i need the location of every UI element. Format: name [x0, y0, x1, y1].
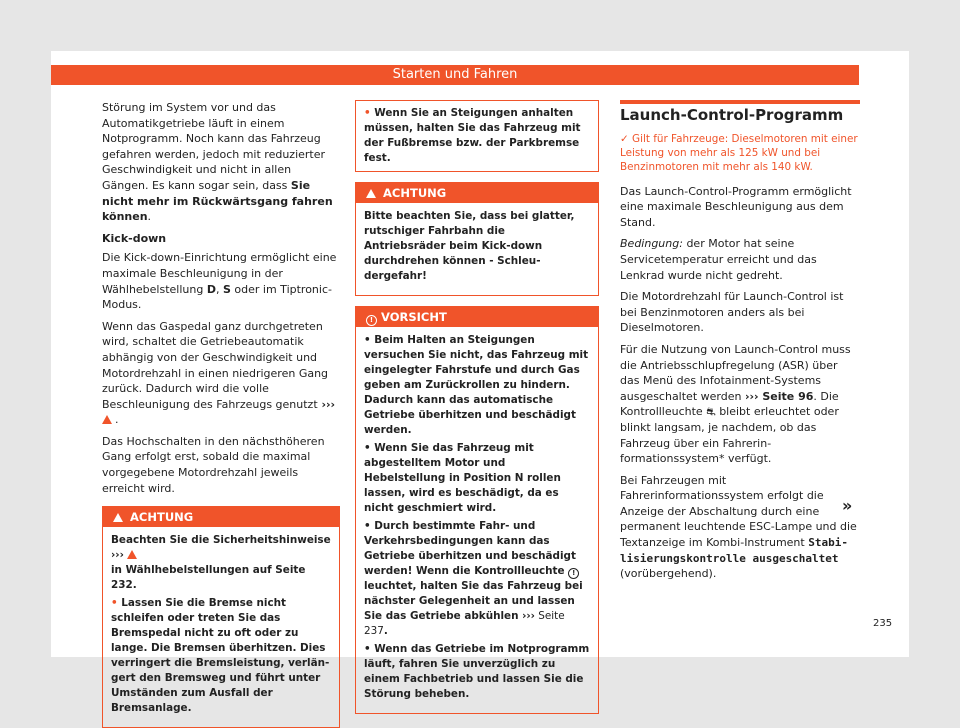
warning-text: Bitte beachten Sie, dass bei glatter, rutschiger Fahrbahn die Antriebsräder beim Kick-down durchdrehen können - Schleudergefahr! [364, 210, 575, 282]
bullet-icon: • [364, 107, 371, 119]
gearbox-warning-icon: ! [568, 565, 579, 577]
paragraph-rpm: Die Motordrehzahl für Launch-Control ist bei Benzinmotoren anders als bei Dieselmotoren. [620, 290, 844, 335]
paragraph-driver-info: Bei Fahrzeugen mit Fahrerinformationssystem erfolgt die Anzeige der Abschaltung durch eine permanent leuchtende ESC-Lampe und die Textanzeige im Kombi-Instrument Stabilisierungskontrolle ausgeschaltet (vorübergehend). [620, 473, 857, 581]
warning-triangle-icon [102, 413, 115, 426]
paragraph-launch-intro: Das Launch-Control-Programm ermöglicht eine maximale Beschleunigung aus dem Stand. [620, 184, 852, 229]
applies-to-note: ✓ Gilt für Fahrzeuge: Dieselmotoren mit einer Leistung von mehr als 125 kW und bei Benzinmotoren mit mehr als 140 kW. [620, 132, 858, 173]
section-header: Starten und Fahren [51, 65, 859, 85]
caution-title: VORSICHT [381, 310, 447, 324]
warning-triangle-icon [113, 510, 126, 524]
info-circle-icon: ! [366, 310, 381, 324]
warning-title: ACHTUNG [383, 186, 447, 200]
paragraph-condition: Bedingung: der Motor hat seine Servicetemperatur erreicht und das Lenkrad wurde nicht gedreht. [620, 237, 817, 282]
warning-box-left [102, 506, 340, 728]
paragraph-asr: Für die Nutzung von Launch-Control muss die Antriebsschlupfregelung (ASR) über das Menü des Infotainment-Systems ausgeschaltet werden ››› Seite 96. Die Kontrollleuchte ⛐ bleibt erleuchtet oder blinkt langsam, je nachdem, ob das Fahrzeug über ein Fahrerinformationssystem* verfügt. [620, 342, 851, 466]
caution-bullet: • Wenn Sie das Fahrzeug mit abgestelltem Motor und Hebelstellung in Position N rollen lassen, wird es beschädigt, da es nicht geschmiert wird. [364, 442, 561, 514]
warning-intro: Beachten Sie die Sicherheitshinweise ››› in Wählhebelstellungen auf Seite 232. [111, 534, 331, 592]
caution-box [355, 306, 599, 714]
warning-bullet: • Lassen Sie die Bremse nicht schleifen oder treten Sie das Bremspedal nicht zu oft oder zu lange. Die Bremsen überhitzen. Dies verringert die Bremsleistung, verlängert den Bremsweg und führt unter Umständen zum Ausfall der Bremsanlage. [111, 597, 330, 715]
caution-bullet: • Durch bestimmte Fahr- und Verkehrsbedingungen kann das Getriebe überhitzen und beschädigt werden! Wenn die Kontrollleuchte ! leuchtet, halten Sie das Fahrzeug bei nächster Gelegenheit an und lassen Sie das Getriebe abkühlen ››› Seite 237. [364, 520, 583, 637]
continue-marker: » [842, 496, 853, 515]
column-middle [355, 100, 599, 714]
column-right [620, 100, 860, 588]
caution-bullet: • Wenn das Getriebe im Notprogramm läuft, fahren Sie unverzüglich zu einem Fachbetrieb und lassen Sie die Störung beheben. [364, 643, 590, 700]
column-left [102, 100, 340, 728]
paragraph-emergency-program: Störung im System vor und das Automatikgetriebe läuft in einem Notprogramm. Noch kann das Fahrzeug gefahren werden, jedoch mit reduzierter Geschwindigkeit und nicht in allen Gängen. Es kann sogar sein, dass Sie nicht mehr im Rückwärtsgang fahren können. [102, 101, 333, 224]
warning-box-middle [355, 182, 599, 296]
caution-bullet: • Beim Halten an Steigungen versuchen Sie nicht, das Fahrzeug mit eingelegter Fahrstufe und durch Gas geben am Zurückrollen zu hindern. Dadurch kann das automatische Getriebe überhitzen und beschädigt werden. [364, 334, 589, 436]
checkmark-icon: ✓ [620, 132, 629, 145]
warning-triangle-icon [366, 186, 379, 200]
page-number: 235 [873, 618, 893, 629]
continued-warning-box: • Wenn Sie an Steigungen anhalten müssen, halten Sie das Fahrzeug mit der Fußbremse bzw. der Parkbremse fest. [355, 100, 599, 172]
paragraph-upshift: Das Hochschalten in den nächsthöheren Gang erfolgt erst, sobald die maximal vorgegebene Motordrehzahl jeweils erreicht wird. [102, 434, 325, 495]
esc-warning-icon: ⛐ [706, 405, 716, 419]
bullet-icon: • [111, 597, 118, 610]
warning-title: ACHTUNG [130, 510, 194, 525]
kickdown-heading: Kick-down [102, 231, 167, 245]
paragraph-gas-pedal: Wenn das Gaspedal ganz durchgetreten wird, schaltet die Getriebeautomatik abhängig von der Geschwindigkeit und Motordrehzahl in einen niedrigeren Gang zurück. Dadurch wird die volle Beschleunigung des Fahrzeugs genutzt ››› . [102, 319, 336, 427]
launch-control-heading: Launch-Control-Programm [620, 100, 860, 124]
paragraph-kickdown: Die Kick-down-Einrichtung ermöglicht eine maximale Beschleunigung in der Wählhebelstellung D, S oder im Tiptronic-Modus. [102, 251, 337, 312]
warning-triangle-icon [127, 549, 140, 561]
